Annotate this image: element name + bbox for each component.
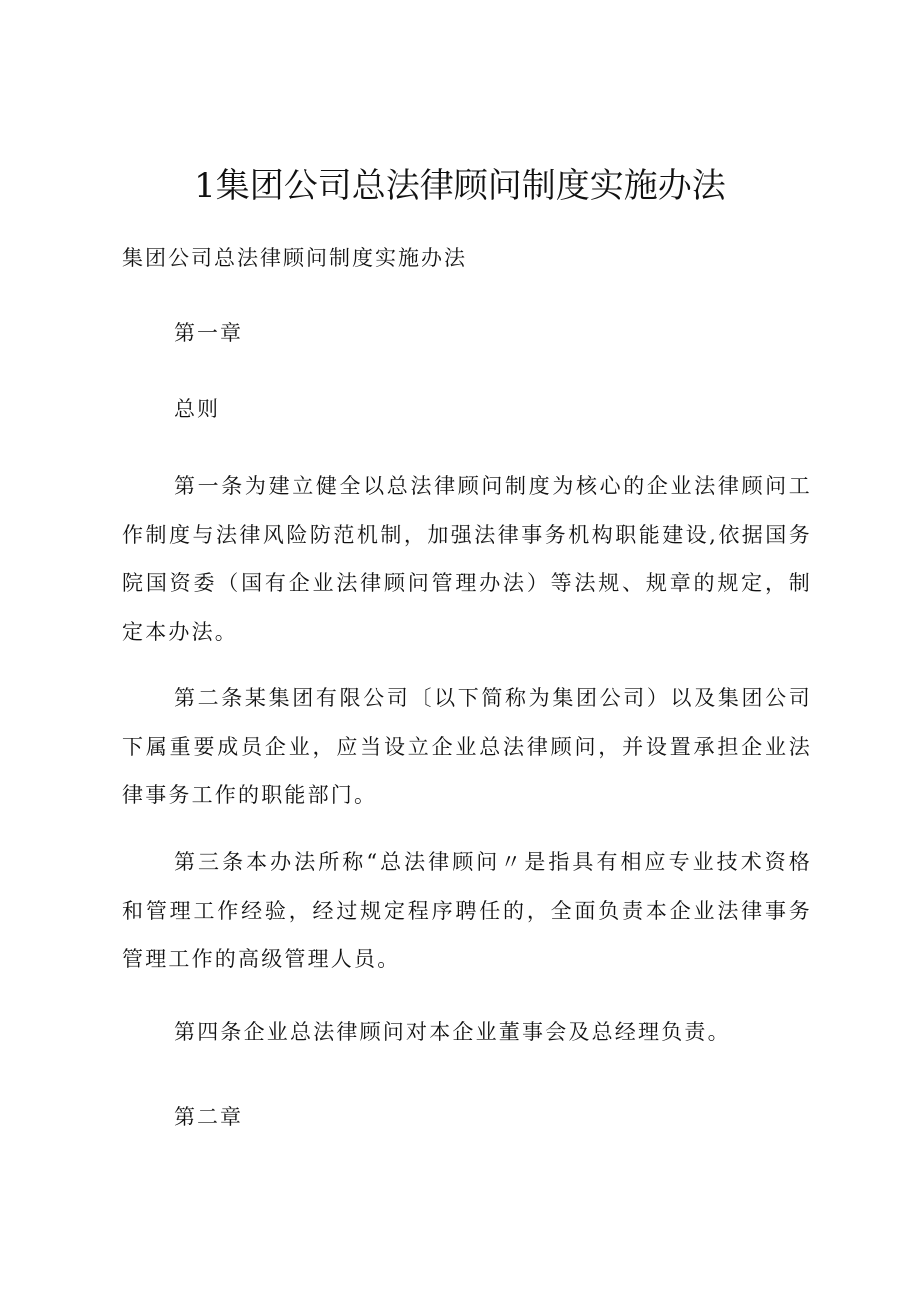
document-subtitle: 集团公司总法律顾问制度实施办法 [122, 246, 467, 270]
document-title: 1集团公司总法律顾问制度实施办法 [194, 166, 726, 206]
article-1-paragraph: 第一条为建立健全以总法律顾问制度为核心的企业法律顾问工作制度与法律风险防范机制，加强法律事务机构职能建设,依据国务院国资委（国有企业法律顾问管理办法）等法规、规章的规定，制定本办法。 [122, 474, 812, 644]
article-3-paragraph: 第三条本办法所称“总法律顾问〃是指具有相应专业技术资格和管理工作经验，经过规定程序聘任的，全面负责本企业法律事务管理工作的高级管理人员。 [122, 850, 812, 971]
chapter-1-heading: 第一章 [174, 321, 243, 345]
chapter-2-heading: 第二章 [174, 1105, 243, 1129]
chapter-1-name: 总则 [174, 397, 220, 421]
article-4-paragraph: 第四条企业总法律顾问对本企业董事会及总经理负责。 [174, 1020, 731, 1044]
article-2-paragraph: 第二条某集团有限公司〔以下简称为集团公司）以及集团公司下属重要成员企业，应当设立企业总法律顾问，并设置承担企业法律事务工作的职能部门。 [122, 686, 812, 807]
